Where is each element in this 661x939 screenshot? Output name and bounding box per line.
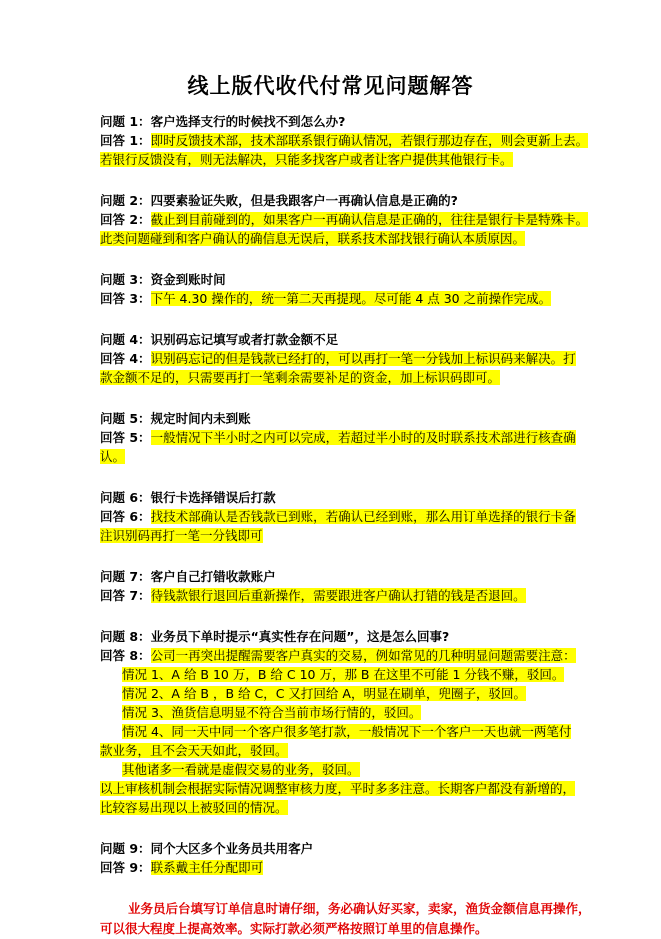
answer-9	[100, 858, 601, 877]
answer-text: 若银行反馈没有，则无法解决，只能多找客户或者让客户提供其他银行卡。	[100, 152, 513, 167]
qa-item-1	[100, 112, 601, 169]
answer-text: 下午 4.30 操作的，统一第二天再提现。尽可能 4 点 30 之前操作完成。	[150, 291, 552, 306]
qa-item-5	[100, 409, 601, 466]
answer-2-line-2	[100, 229, 601, 248]
question-text: 客户自己打错收款账户	[150, 569, 276, 584]
question-label: 问题 2：	[100, 193, 151, 208]
question-label: 问题 8：	[100, 629, 151, 644]
question-2	[100, 191, 601, 210]
answer-text: 待钱款银行退回后重新操作，需要跟进客户确认打错的钱是否退回。	[150, 588, 526, 603]
answer-5-line-1	[100, 428, 601, 447]
other-cases: 其他诸多一看就是虚假交易的业务，驳回。	[122, 762, 360, 777]
question-label: 问题 9：	[100, 841, 151, 856]
question-text: 四要素验证失败，但是我跟客户一再确认信息是正确的?	[150, 193, 458, 208]
question-text: 同个大区多个业务员共用客户	[150, 841, 314, 856]
question-4	[100, 330, 601, 349]
question-text: 规定时间内未到账	[150, 411, 251, 426]
answer-label: 回答 7：	[100, 588, 151, 603]
answer-6-line-1	[100, 507, 601, 526]
answer-7-line-1	[100, 586, 601, 605]
answer-label: 回答 2：	[100, 212, 151, 227]
question-label: 问题 7：	[100, 569, 151, 584]
question-label: 问题 3：	[100, 272, 151, 287]
qa-item-6	[100, 488, 601, 545]
qa-item-4	[100, 330, 601, 387]
question-1	[100, 112, 601, 131]
qa-item-7	[100, 567, 601, 605]
case-4-line-2: 款业务，且不会天天如此，驳回。	[100, 743, 288, 758]
answer-text: 识别码忘记的但是钱款已经打的，可以再打一笔一分钱加上标识码来解决。打	[150, 351, 576, 366]
answer-text: 即时反馈技术部，技术部联系银行确认情况，若银行那边存在，则会更新上去。	[150, 133, 589, 148]
answer-6-line-2	[100, 526, 601, 545]
case-2: 情况 2、A 给 B ，B 给 C，C 又打回给 A，明显在刷单，兜圈子，驳回。	[122, 686, 526, 701]
answer-4-line-1	[100, 349, 601, 368]
question-label: 问题 1：	[100, 114, 151, 129]
answer-1-line-2	[100, 150, 601, 169]
answer-text: 认。	[100, 449, 126, 464]
question-text: 银行卡选择错误后打款	[150, 490, 276, 505]
document-title: 线上版代收代付常见问题解答	[187, 74, 474, 98]
answer-3-line-1	[100, 289, 601, 308]
question-label: 问题 6：	[100, 490, 151, 505]
answer-label: 回答 9：	[100, 860, 151, 875]
answer-text: 此类问题碰到和客户确认的确信息无误后，联系技术部找银行确认本质原因。	[100, 231, 526, 246]
answer-text: 截止到目前碰到的，如果客户一再确认信息是正确的，往往是银行卡是特殊卡。	[150, 212, 589, 227]
tail-line-2: 比较容易出现以上被驳回的情况。	[100, 800, 288, 815]
answer-text: 注识别码再打一笔一分钱即可	[100, 528, 263, 543]
answer-label: 回答 3：	[100, 291, 151, 306]
question-text: 业务员下单时提示“真实性存在问题”，这是怎么回事?	[150, 629, 450, 644]
answer-text: 公司一再突出提醒需要客户真实的交易，例如常见的几种明显问题需要注意：	[150, 648, 576, 663]
answer-5-line-2	[100, 447, 601, 466]
case-4-line-1: 情况 4、同一天中同一个客户很多笔打款，一般情况下一个客户一天也就一两笔付	[122, 724, 572, 739]
answer-text: 找技术部确认是否钱款已到账，若确认已经到账，那么用订单选择的银行卡备	[150, 509, 576, 524]
tail-line-1: 以上审核机制会根据实际情况调整审核力度，平时多多注意。长期客户都没有新增的，	[100, 781, 576, 796]
qa-item-8	[100, 627, 601, 817]
answer-label: 回答 1：	[100, 133, 151, 148]
case-3: 情况 3、渔货信息明显不符合当前市场行情的，驳回。	[122, 705, 422, 720]
answer-label: 回答 6：	[100, 509, 151, 524]
qa-list	[100, 112, 601, 605]
case-1: 情况 1、A 给 B 10 万，B 给 C 10 万，那 B 在这里不可能 1 分钱不赚，驳回。	[122, 667, 565, 682]
qa-item-3	[100, 270, 601, 308]
qa-item-9	[100, 839, 601, 877]
answer-label: 回答 4：	[100, 351, 151, 366]
answer-label: 回答 5：	[100, 430, 151, 445]
question-7	[100, 567, 601, 586]
question-9	[100, 839, 601, 858]
answer-text: 联系戴主任分配即可	[150, 860, 264, 875]
answer-8-first	[100, 646, 601, 665]
question-5	[100, 409, 601, 428]
question-8	[100, 627, 601, 646]
question-label: 问题 4：	[100, 332, 151, 347]
qa-item-2	[100, 191, 601, 248]
question-label: 问题 5：	[100, 411, 151, 426]
question-6	[100, 488, 601, 507]
question-text: 客户选择支行的时候找不到怎么办?	[150, 114, 346, 129]
answer-label: 回答 8：	[100, 648, 151, 663]
question-3	[100, 270, 601, 289]
question-text: 资金到账时间	[150, 272, 226, 287]
answer-text: 一般情况下半小时之内可以完成，若超过半小时的及时联系技术部进行核查确	[150, 430, 576, 445]
answer-1-line-1	[100, 131, 601, 150]
answer-text: 款金额不足的，只需要再打一笔剩余需要补足的资金，加上标识码即可。	[100, 370, 501, 385]
footer-note: 业务员后台填写订单信息时请仔细，务必确认好买家，卖家，渔货金额信息再操作，可以很大程度上提高效率。实际打款必须严格按照订单里的信息操作。	[100, 901, 591, 936]
question-text: 识别码忘记填写或者打款金额不足	[150, 332, 339, 347]
answer-4-line-2	[100, 368, 601, 387]
answer-2-line-1	[100, 210, 601, 229]
